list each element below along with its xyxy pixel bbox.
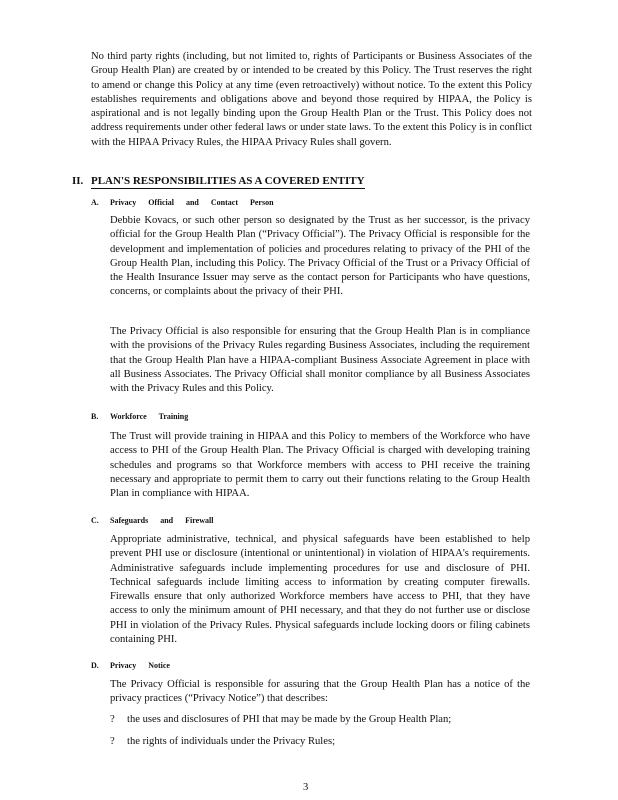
subsection-b-paragraph-1: The Trust will provide training in HIPAA and this Policy to members of the Workforce who have access to PHI of the Group Health Plan. The Privacy Official is charged with developing training schedules and programs so that Workforce members with access to PHI receive the training necessary and appropriate to permit them to carry out their functions relating to the Group Health Plan in compliance with HIPAA. bbox=[110, 431, 530, 500]
bullet-text: the rights of individuals under the Privacy Rules; bbox=[127, 736, 336, 747]
subsection-a-paragraph-2: The Privacy Official is also responsible for ensuring that the Group Health Plan is in compliance with the provisions of the Privacy Rules regarding Business Associates, including the requirement that the Group Health Plan have a HIPAA-compliant Business Associate Agreement in place with all Business Associates. The Privacy Official shall monitor compliance by all Business Associates with the Privacy Rules and this Policy. bbox=[110, 326, 530, 395]
subsection-a-paragraph-1: Debbie Kovacs, or such other person so designated by the Trust as her successor, is the privacy official for the Group Health Plan (“Privacy Official”). The Privacy Official is responsible for the development and implementation of policies and procedures relating to privacy of the PHI of the Group Health Plan, including this Policy. The Privacy Official of the Trust or a Privacy Official of the Health Insurance Issuer may serve as the contact person for Participants who have questions, concerns, or complaints about the privacy of their PHI. bbox=[110, 215, 530, 298]
bullet-item bbox=[110, 713, 451, 727]
subsection-c-letter: C. bbox=[91, 516, 99, 525]
subsection-c-title: Safeguards and Firewall bbox=[110, 516, 214, 525]
bullet-item bbox=[110, 735, 335, 749]
bullet-marker: ? bbox=[110, 736, 115, 747]
subsection-c-paragraph-1: Appropriate administrative, technical, and physical safeguards have been established to help prevent PHI use or disclosure (intentional or unintentional) in violation of HIPAA's requirements. Administrative safeguards include implementing procedures for use and disclosure of PHI. Technical safeguards include limiting access to information by creating computer firewalls. Firewalls ensure that only authorized Workforce members have access to PHI, that they have access to only the minimum amount of PHI necessary, and that they do not further use or disclose PHI in violation of the Privacy Rules. Physical safeguards include locking doors or filing cabinets containing PHI. bbox=[110, 534, 530, 646]
subsection-b-title: Workforce Training bbox=[110, 412, 189, 421]
page-number: 3 bbox=[303, 782, 309, 793]
subsection-d-letter: D. bbox=[91, 661, 99, 670]
subsection-d-title: Privacy Notice bbox=[110, 661, 170, 670]
subsection-a-letter: A. bbox=[91, 198, 99, 207]
section-title: PLAN'S RESPONSIBILITIES AS A COVERED ENTITY bbox=[91, 175, 365, 187]
subsection-a-title: Privacy Official and Contact Person bbox=[110, 198, 274, 207]
intro-paragraph: No third party rights (including, but not limited to, rights of Participants or Business Associates of the Group Health Plan) are created by or intended to be created by this Policy. The Trust reserves the right to amend or change this Policy at any time (even retroactively) without notice. To the extent this Policy establishes requirements and obligations above and beyond those required by HIPAA, the Policy is aspirational and is not legally binding upon the Group Health Plan or the Trust. This Policy does not address requirements under other federal laws or under state laws. To the extent this Policy is in conflict with the HIPAA Privacy Rules, the HIPAA Privacy Rules shall govern. bbox=[91, 51, 532, 148]
subsection-b-letter: B. bbox=[91, 412, 99, 421]
bullet-marker: ? bbox=[110, 714, 115, 725]
section-number: II. bbox=[72, 175, 84, 187]
subsection-d-paragraph-1: The Privacy Official is responsible for assuring that the Group Health Plan has a notice of the privacy practices (“Privacy Notice”) that describes: bbox=[110, 679, 530, 705]
bullet-text: the uses and disclosures of PHI that may be made by the Group Health Plan; bbox=[127, 714, 452, 725]
